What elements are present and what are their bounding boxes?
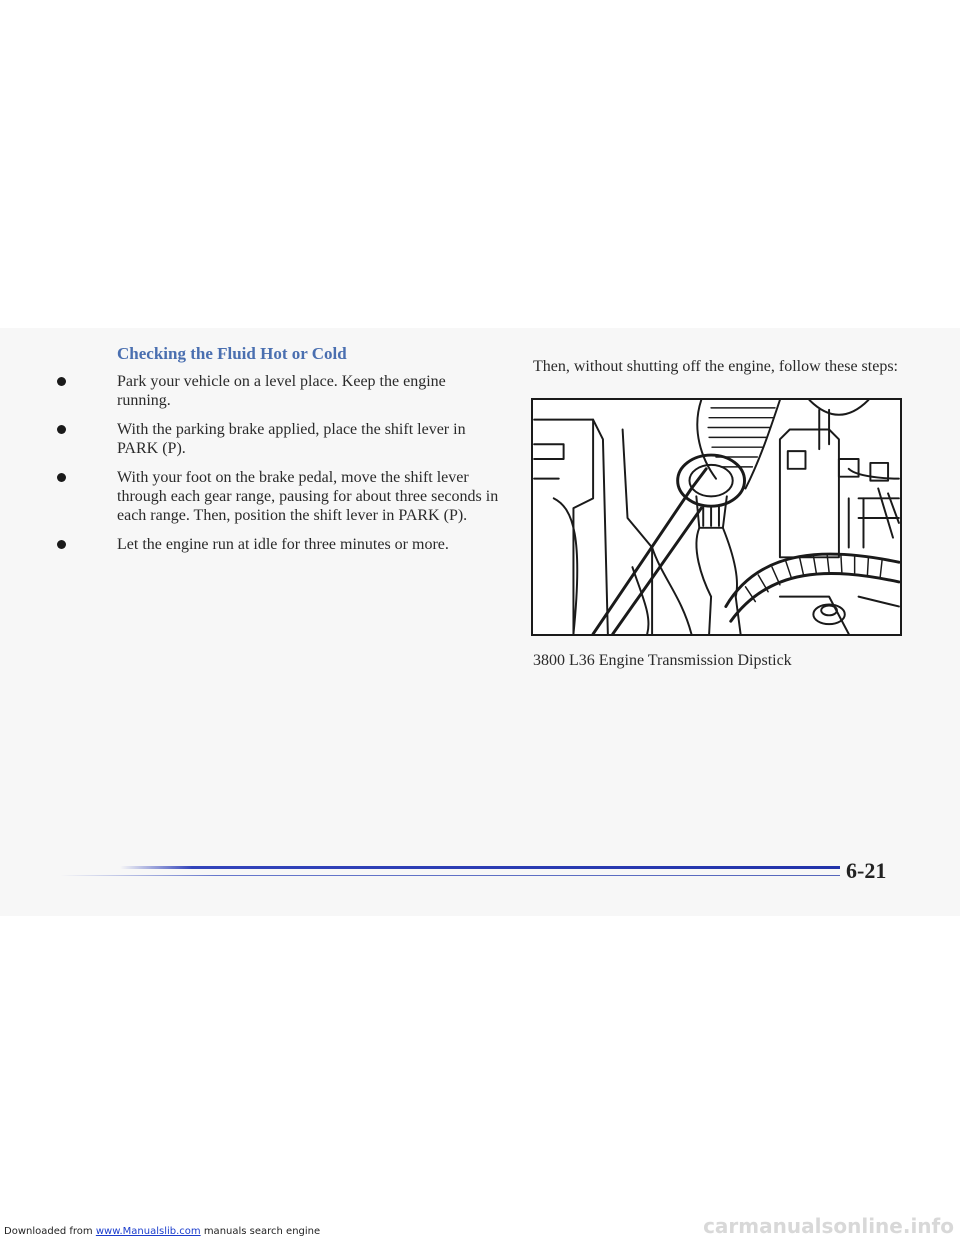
engine-dipstick-illustration bbox=[531, 398, 902, 636]
list-item bbox=[52, 420, 502, 458]
steps-intro: Then, without shutting off the engine, follow these steps: bbox=[533, 358, 898, 375]
list-item-text: With your foot on the brake pedal, move the shift lever through each gear range, pausing for about three seconds in each range. Then, position the shift lever in PARK (P). bbox=[117, 469, 499, 524]
bullet-icon bbox=[57, 425, 66, 434]
list-item-text: With the parking brake applied, place the shift lever in PARK (P). bbox=[117, 421, 466, 457]
list-item-text: Park your vehicle on a level place. Keep the engine running. bbox=[117, 373, 446, 409]
download-footer bbox=[4, 1226, 320, 1237]
page-number: 6-21 bbox=[846, 858, 887, 883]
list-item bbox=[52, 535, 502, 554]
figure-caption: 3800 L36 Engine Transmission Dipstick bbox=[533, 652, 792, 669]
instruction-list bbox=[52, 372, 502, 564]
footer-rule bbox=[120, 866, 840, 869]
manualslib-link[interactable]: www.Manualslib.com bbox=[95, 1226, 201, 1237]
footer-suffix: manuals search engine bbox=[200, 1226, 321, 1237]
list-item bbox=[52, 468, 502, 525]
bullet-icon bbox=[57, 540, 66, 549]
list-item bbox=[52, 372, 502, 410]
footer-prefix: Downloaded from bbox=[4, 1226, 96, 1237]
bullet-icon bbox=[57, 473, 66, 482]
list-item-text: Let the engine run at idle for three minutes or more. bbox=[117, 536, 449, 553]
footer-rule-thin bbox=[60, 875, 840, 876]
bullet-icon bbox=[57, 377, 66, 386]
site-watermark: carmanualsonline.info bbox=[703, 1214, 954, 1238]
section-heading: Checking the Fluid Hot or Cold bbox=[117, 344, 347, 363]
